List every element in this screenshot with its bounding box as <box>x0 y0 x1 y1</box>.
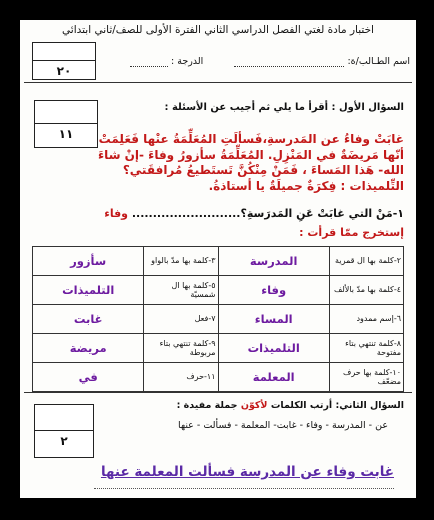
clue-cell: ١٠-كلمة بها حرف مضعّف <box>329 363 403 392</box>
answer-cell[interactable]: التلميذات <box>218 334 329 363</box>
q2-score-blank <box>35 405 93 431</box>
q2-heading-end: جملة مفيدة : <box>176 400 238 411</box>
answer-cell[interactable]: في <box>33 363 144 392</box>
table-row <box>33 276 404 305</box>
q2-heading-start: السؤال الثاني: أرتب الكلمات <box>270 400 404 411</box>
answer-cell[interactable]: المدرسة <box>218 247 329 276</box>
q1-question: ١-مَنْ التي غابَتْ عَنِ المَدرَسةِ؟.......................... <box>131 207 404 220</box>
answer-cell[interactable]: سأزور <box>33 247 144 276</box>
exam-title: اختبار مادة لغتي الفصل الدراسي الثاني الفترة الأولى للصف/ثاني ابتدائي <box>62 24 374 36</box>
q1-score-blank <box>35 101 97 124</box>
q2-score-value: ٢ <box>60 434 68 448</box>
q1-score-value: ١١ <box>58 127 74 141</box>
clue-cell: ٦-إسم ممدود <box>329 305 403 334</box>
table-row <box>33 363 404 392</box>
total-score-value: ٢٠ <box>56 64 72 78</box>
q1-heading: السؤال الأول : أقرأ ما يلي ثم أجيب عن الأسئلة : <box>164 102 404 113</box>
table-row <box>33 305 404 334</box>
answer-cell[interactable]: المساء <box>218 305 329 334</box>
q2-heading <box>177 400 404 411</box>
q2-answer[interactable]: غابت وفاء عن المدرسة فسألت المعلمة عنها <box>100 464 394 480</box>
answer-cell[interactable]: وفاء <box>218 276 329 305</box>
clue-cell: ٢-كلمة بها ال قمرية <box>329 247 403 276</box>
student-name-field[interactable] <box>234 66 344 67</box>
q2-score-box <box>34 404 94 458</box>
q2-words: عن - المدرسة - وفاء - غابت- المعلمة - فسألت - عنها <box>178 420 388 431</box>
total-score-box <box>32 42 96 80</box>
student-name-label: اسم الطـالب/ة: <box>347 56 410 67</box>
answer-cell[interactable]: مريضة <box>33 334 144 363</box>
clue-cell: ٩-كلمة تنتهي بتاء مربوطة <box>144 334 218 363</box>
clue-cell: ٣-كلمة بها مدّ بالواو <box>144 247 218 276</box>
answer-cell[interactable]: غابت <box>33 305 144 334</box>
q1-answer[interactable]: وفاء <box>104 207 128 220</box>
clue-cell: ٤-كلمة بها مدّ بالألف <box>329 276 403 305</box>
student-name-line <box>234 56 410 67</box>
clue-cell: ١١-حرف <box>144 363 218 392</box>
clue-cell: ٧-فعل <box>144 305 218 334</box>
grade-field[interactable] <box>130 66 168 67</box>
answer-cell[interactable]: التلميذات <box>33 276 144 305</box>
answer-line <box>94 488 394 489</box>
exam-sheet <box>20 20 416 498</box>
table-row <box>33 334 404 363</box>
clue-cell: ٥-كلمة بها ال شمسيّة <box>144 276 218 305</box>
table-row <box>33 247 404 276</box>
total-score-blank <box>33 43 95 61</box>
reading-passage: غابَتْ وفاءُ عن المَدرسةِ،فَسألَتِ المُعَلِّمَةُ عنْها فَعَلِمَتْ أنّها مَريضَةٌ في المَنْزِلِ. المُعَلِّمَةُ سأزورُ وفاءَ -إنْ شاءَ الله- هَذا المَساءَ ، فَمَنْ مِنْكُنَّ تَستَطيعُ مُرافقَتي؟ التِّلميذات : فِكرَةٌ جميلَةٌ يا أستاذةُ. <box>98 132 404 193</box>
q2-heading-mid: لأكوّن <box>240 400 268 411</box>
answer-cell[interactable]: المعلمة <box>218 363 329 392</box>
extract-prompt: إستخرج ممّا قرأت : <box>299 226 404 239</box>
header-divider <box>24 82 412 83</box>
section-divider <box>24 392 412 393</box>
q1-question-line <box>104 207 404 220</box>
grade-label: الدرجة : <box>171 56 204 67</box>
clue-cell: ٨-كلمة تنتهي بتاء مفتوحة <box>329 334 403 363</box>
grade-line <box>130 56 203 67</box>
extraction-table <box>32 246 404 392</box>
